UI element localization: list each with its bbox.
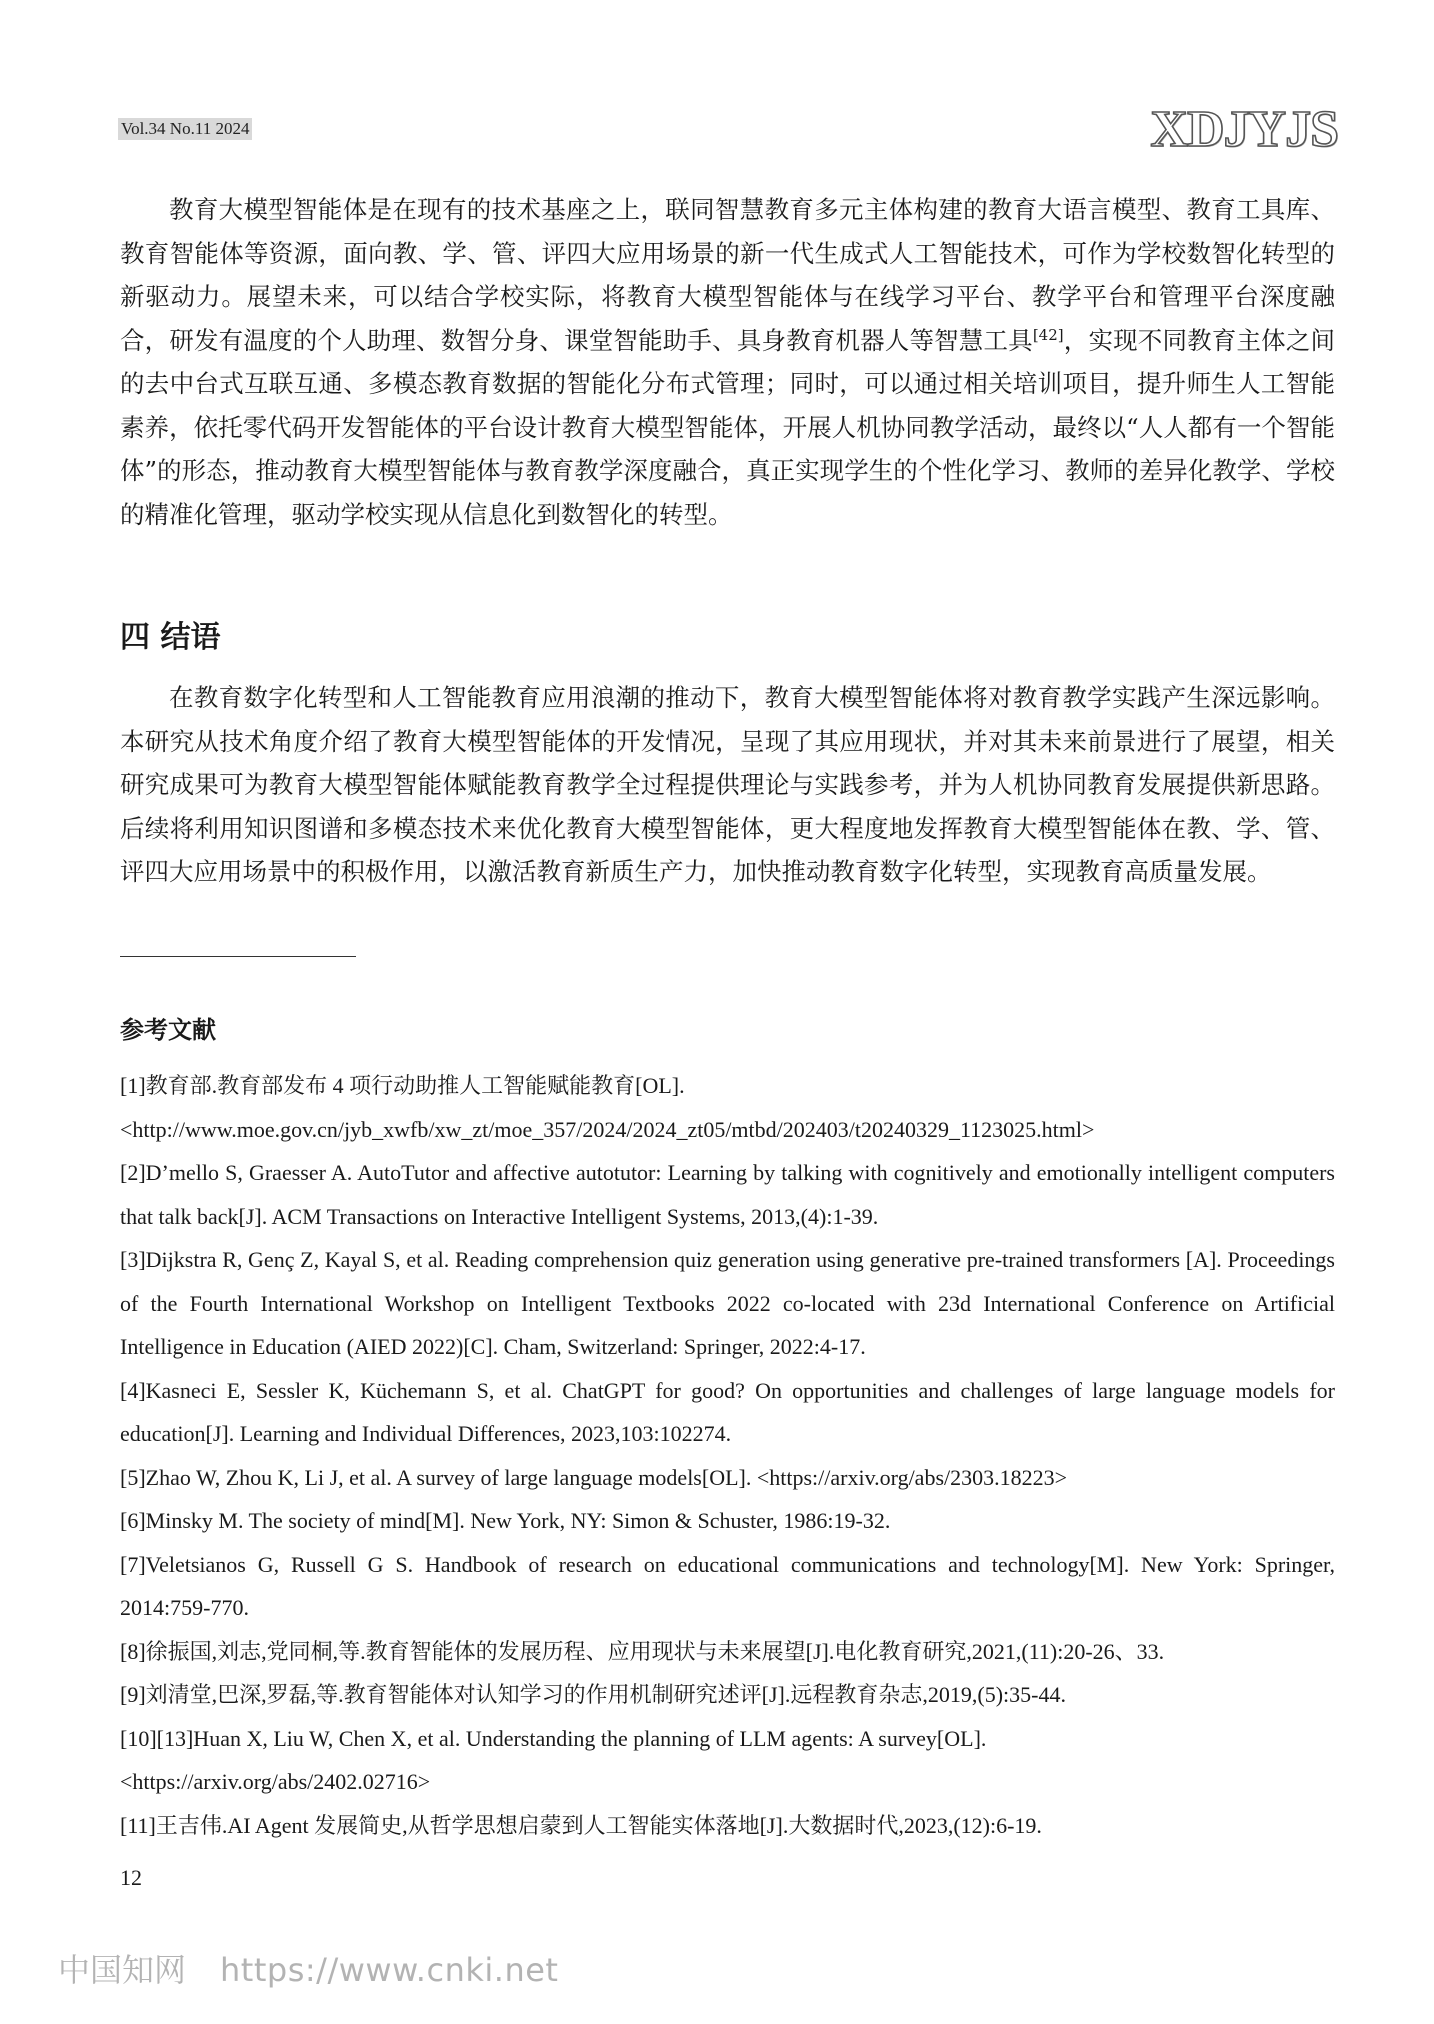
- reference-item: [4]Kasneci E, Sessler K, Küchemann S, et al. ChatGPT for good? On opportunities and challenges of large language models for education[J]. Learning and Individual Differences, 2023,103:102274.: [120, 1377, 1335, 1446]
- reference-item: [10][13]Huan X, Liu W, Chen X, et al. Understanding the planning of LLM agents: A survey[OL].: [120, 1725, 987, 1751]
- reference-item: [3]Dijkstra R, Genç Z, Kayal S, et al. Reading comprehension quiz generation using generative pre-trained transformers [A]. Proceedings of the Fourth International Workshop on Intelligent Textbooks 2022 co-located with 23d International Conference on Artificial Intelligence in Education (AIED 2022)[C]. Cham, Switzerland: Springer, 2022:4-17.: [120, 1247, 1335, 1359]
- watermark-text: 中国知网: [58, 1951, 187, 1989]
- reference-item: [1]教育部.教育部发布 4 项行动助推人工智能赋能教育[OL].: [120, 1073, 685, 1098]
- reference-item: [2]D’mello S, Graesser A. AutoTutor and affective autotutor: Learning by talking with cognitively and emotionally intelligent computers that talk back[J]. ACM Transactions on Interactive Intelligent Systems, 2013,(4):1-39.: [120, 1160, 1335, 1229]
- reference-link[interactable]: <http://www.moe.gov.cn/jyb_xwfb/xw_zt/moe_357/2024/2024_zt05/mtbd/202403/t20240329_1123025.html>: [120, 1116, 1095, 1142]
- journal-logo: XDJYJS: [1150, 101, 1338, 158]
- paragraph-1-text-b: ，实现不同教育主体之间的去中台式互联互通、多模态教育数据的智能化分布式管理；同时，可以通过相关培训项目，提升师生人工智能素养，依托零代码开发智能体的平台设计教育大模型智能体，开展人机协同教学活动，最终以“人人都有一个智能体”的形态，推动教育大模型智能体与教育教学深度融合，真正实现学生的个性化学习、教师的差异化教学、学校的精准化管理，驱动学校实现从信息化到数智化的转型。: [120, 325, 1336, 529]
- reference-item: [11]王吉伟.AI Agent 发展简史,从哲学思想启蒙到人工智能实体落地[J].大数据时代,2023,(12):6-19.: [120, 1812, 1042, 1838]
- reference-item: [6]Minsky M. The society of mind[M]. New York, NY: Simon & Schuster, 1986:19-32.: [120, 1508, 891, 1533]
- watermark-url[interactable]: https://www.cnki.net: [220, 1951, 559, 1989]
- section-heading-conclusion: 四 结语: [120, 620, 221, 655]
- footnote-divider: [120, 956, 356, 957]
- paragraph-1: [120, 188, 1335, 536]
- references-title: 参考文献: [120, 1016, 216, 1044]
- reference-item: [8]徐振国,刘志,党同桐,等.教育智能体的发展历程、应用现状与未来展望[J].电化教育研究,2021,(11):20-26、33.: [120, 1638, 1165, 1664]
- cnki-watermark: [58, 1945, 558, 1991]
- reference-item: [7]Veletsianos G, Russell G S. Handbook of research on educational communications and technology[M]. New York: Springer, 2014:759-770.: [120, 1551, 1335, 1620]
- paragraph-1-text-a: 教育大模型智能体是在现有的技术基座之上，联同智慧教育多元主体构建的教育大语言模型、教育工具库、教育智能体等资源，面向教、学、管、评四大应用场景的新一代生成式人工智能技术，可作为学校数智化转型的新驱动力。展望未来，可以结合学校实际，将教育大模型智能体与在线学习平台、教学平台和管理平台深度融合，研发有温度的个人助理、数智分身、课堂智能助手、具身教育机器人等智慧工具: [120, 195, 1335, 355]
- reference-link[interactable]: <https://arxiv.org/abs/2402.02716>: [120, 1769, 431, 1794]
- reference-item: [9]刘清堂,巴深,罗磊,等.教育智能体对认知学习的作用机制研究述评[J].远程教育杂志,2019,(5):35-44.: [120, 1682, 1066, 1707]
- citation-42[interactable]: [42]: [1032, 325, 1064, 344]
- paragraph-2: 在教育数字化转型和人工智能教育应用浪潮的推动下，教育大模型智能体将对教育教学实践产生深远影响。本研究从技术角度介绍了教育大模型智能体的开发情况，呈现了其应用现状，并对其未来前景进行了展望，相关研究成果可为教育大模型智能体赋能教育教学全过程提供理论与实践参考，并为人机协同教育发展提供新思路。后续将利用知识图谱和多模态技术来优化教育大模型智能体，更大程度地发挥教育大模型智能体在教、学、管、评四大应用场景中的积极作用，以激活教育新质生产力，加快推动教育数字化转型，实现教育高质量发展。: [120, 683, 1335, 886]
- journal-volume: Vol.34 No.11 2024: [118, 118, 252, 140]
- body-text: [120, 188, 1335, 536]
- reference-item: [5]Zhao W, Zhou K, Li J, et al. A survey of large language models[OL]. <https://arxiv.org/abs/2303.18223>: [120, 1464, 1068, 1490]
- reference-list: [120, 1064, 1335, 1847]
- page-number: 12: [120, 1865, 142, 1890]
